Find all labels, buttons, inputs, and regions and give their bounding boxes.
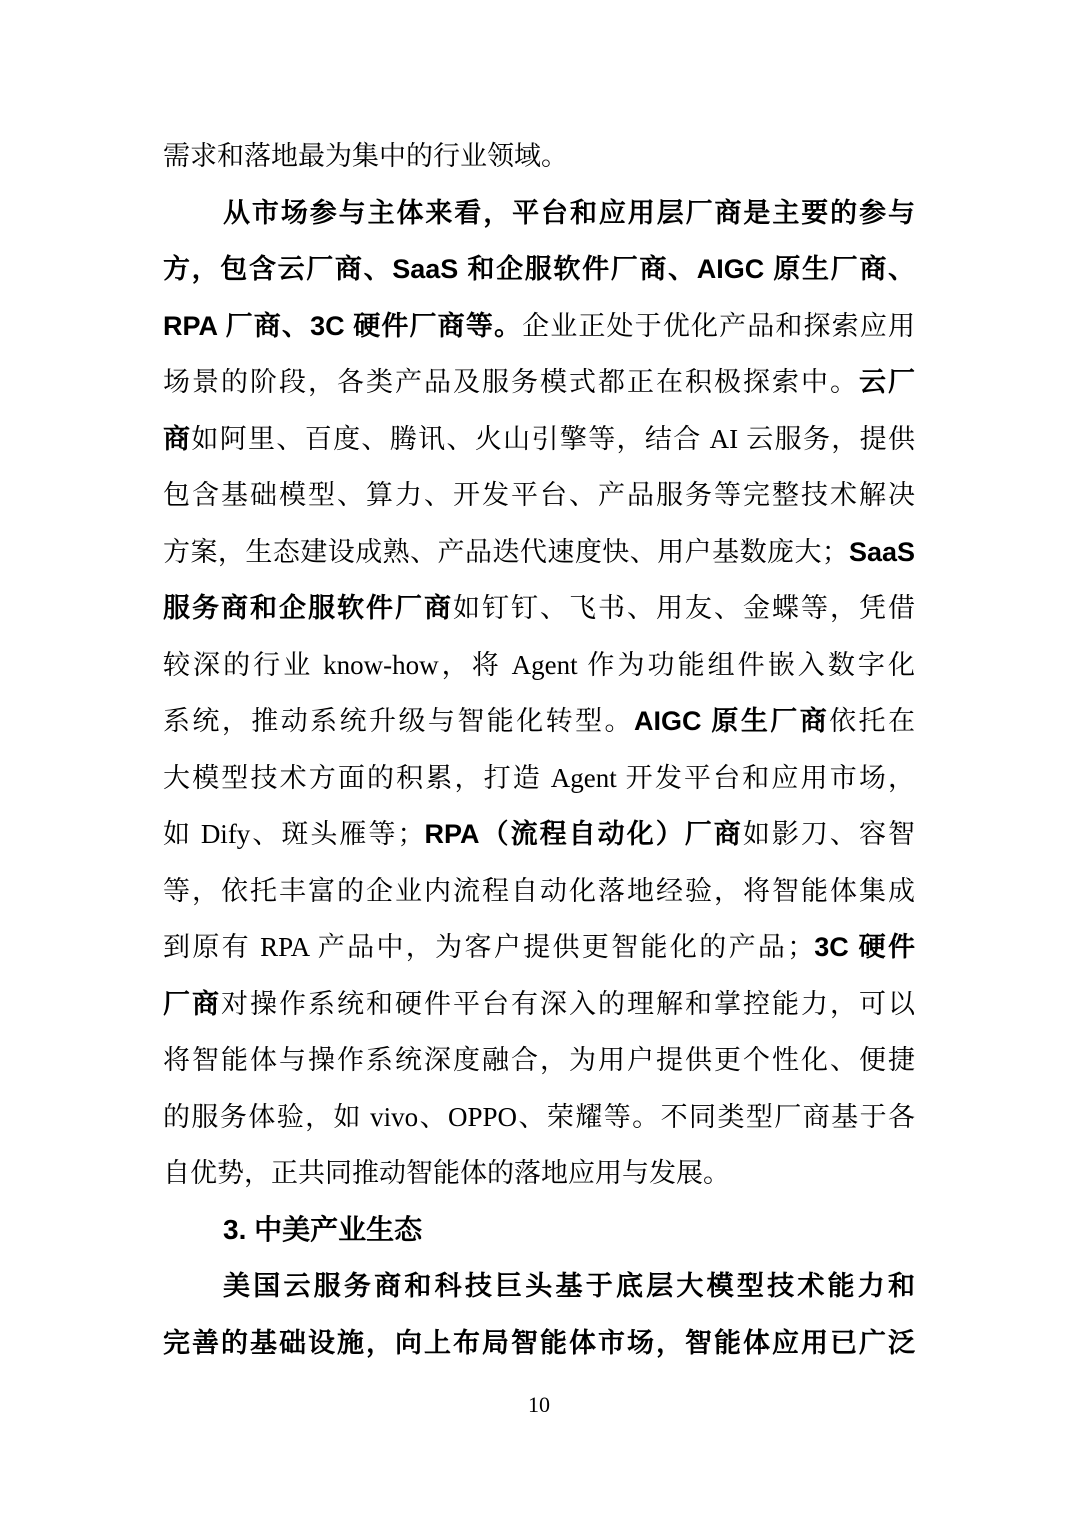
text-line	[163, 1258, 915, 1315]
text-segment: 到原有 RPA 产品中，为客户提供更智能化的产品；	[163, 932, 815, 962]
text-segment: 企业正处于优化产品和探索应用	[522, 310, 915, 341]
text-segment: 如影刀、容智	[742, 819, 915, 849]
bold-text-segment: 云厂	[859, 367, 915, 397]
bold-text-segment: 美国云服务商和科技巨头基于底层大模型技术能力和	[223, 1271, 915, 1301]
text-line	[163, 976, 915, 1033]
text-line	[163, 524, 915, 581]
bold-text-segment: 商	[163, 423, 192, 454]
text-segment: 对操作系统和硬件平台有深入的理解和掌控能力，可以	[221, 988, 915, 1019]
bold-text-segment: 3C 硬件	[814, 932, 915, 962]
text-segment: 依托在	[829, 706, 915, 736]
text-line	[163, 863, 915, 920]
text-segment: 将智能体与操作系统深度融合，为用户提供更个性化、便捷	[163, 1045, 915, 1075]
text-line	[163, 241, 915, 298]
text-line	[163, 1089, 915, 1146]
text-line	[163, 580, 915, 637]
text-line	[163, 411, 915, 468]
text-line	[163, 1032, 915, 1089]
text-block	[163, 128, 915, 1371]
text-segment: 等，依托丰富的企业内流程自动化落地经验，将智能体集成	[163, 875, 915, 906]
text-line	[163, 467, 915, 524]
text-segment: 方案，生态建设成熟、产品迭代速度快、用户基数庞大；	[163, 536, 849, 567]
text-line	[163, 693, 915, 750]
text-line	[163, 128, 915, 185]
text-line	[163, 919, 915, 976]
text-segment: 自优势，正共同推动智能体的落地应用与发展。	[163, 1158, 730, 1188]
text-line	[163, 354, 915, 411]
bold-text-segment: 厂商	[163, 988, 221, 1019]
text-line	[163, 637, 915, 694]
text-line	[163, 750, 915, 807]
text-line	[163, 298, 915, 355]
bold-text-segment: AIGC 原生厂商	[633, 706, 830, 736]
text-segment: 大模型技术方面的积累，打造 Agent 开发平台和应用市场，	[163, 762, 915, 793]
text-segment: 如 Dify、斑头雁等；	[163, 819, 425, 849]
text-segment: 需求和落地最为集中的行业领域。	[163, 141, 568, 171]
text-segment: 场景的阶段，各类产品及服务模式都正在积极探索中。	[163, 367, 859, 397]
bold-text-segment: 3. 中美产业生态	[223, 1213, 423, 1245]
text-segment: 如钉钉、飞书、用友、金蝶等，凭借	[453, 593, 915, 623]
text-line	[163, 1315, 915, 1372]
bold-text-segment: SaaS	[848, 536, 915, 567]
bold-text-segment: RPA（流程自动化）厂商	[424, 819, 743, 849]
text-segment: 如阿里、百度、腾讯、火山引擎等，结合 AI 云服务，提供	[191, 423, 915, 454]
bold-text-segment: 服务商和企服软件厂商	[163, 593, 453, 623]
text-segment: 较深的行业 know-how，将 Agent 作为功能组件嵌入数字化	[163, 649, 915, 680]
text-line	[163, 1145, 915, 1202]
text-line	[163, 185, 915, 242]
text-segment: 的服务体验，如 vivo、OPPO、荣耀等。不同类型厂商基于各	[163, 1101, 915, 1132]
bold-text-segment: 完善的基础设施，向上布局智能体市场，智能体应用已广泛	[163, 1327, 915, 1358]
bold-text-segment: 从市场参与主体来看，平台和应用层厂商是主要的参与	[223, 197, 915, 228]
text-segment: 包含基础模型、算力、开发平台、产品服务等完整技术解决	[163, 480, 915, 510]
bold-text-segment: RPA 厂商、3C 硬件厂商等。	[163, 310, 523, 341]
section-heading	[163, 1202, 915, 1259]
page-number: 10	[528, 1392, 550, 1417]
text-segment: 系统，推动系统升级与智能化转型。	[163, 706, 634, 736]
text-line	[163, 806, 915, 863]
bold-text-segment: 方，包含云厂商、SaaS 和企服软件厂商、AIGC 原生厂商、	[163, 254, 915, 284]
